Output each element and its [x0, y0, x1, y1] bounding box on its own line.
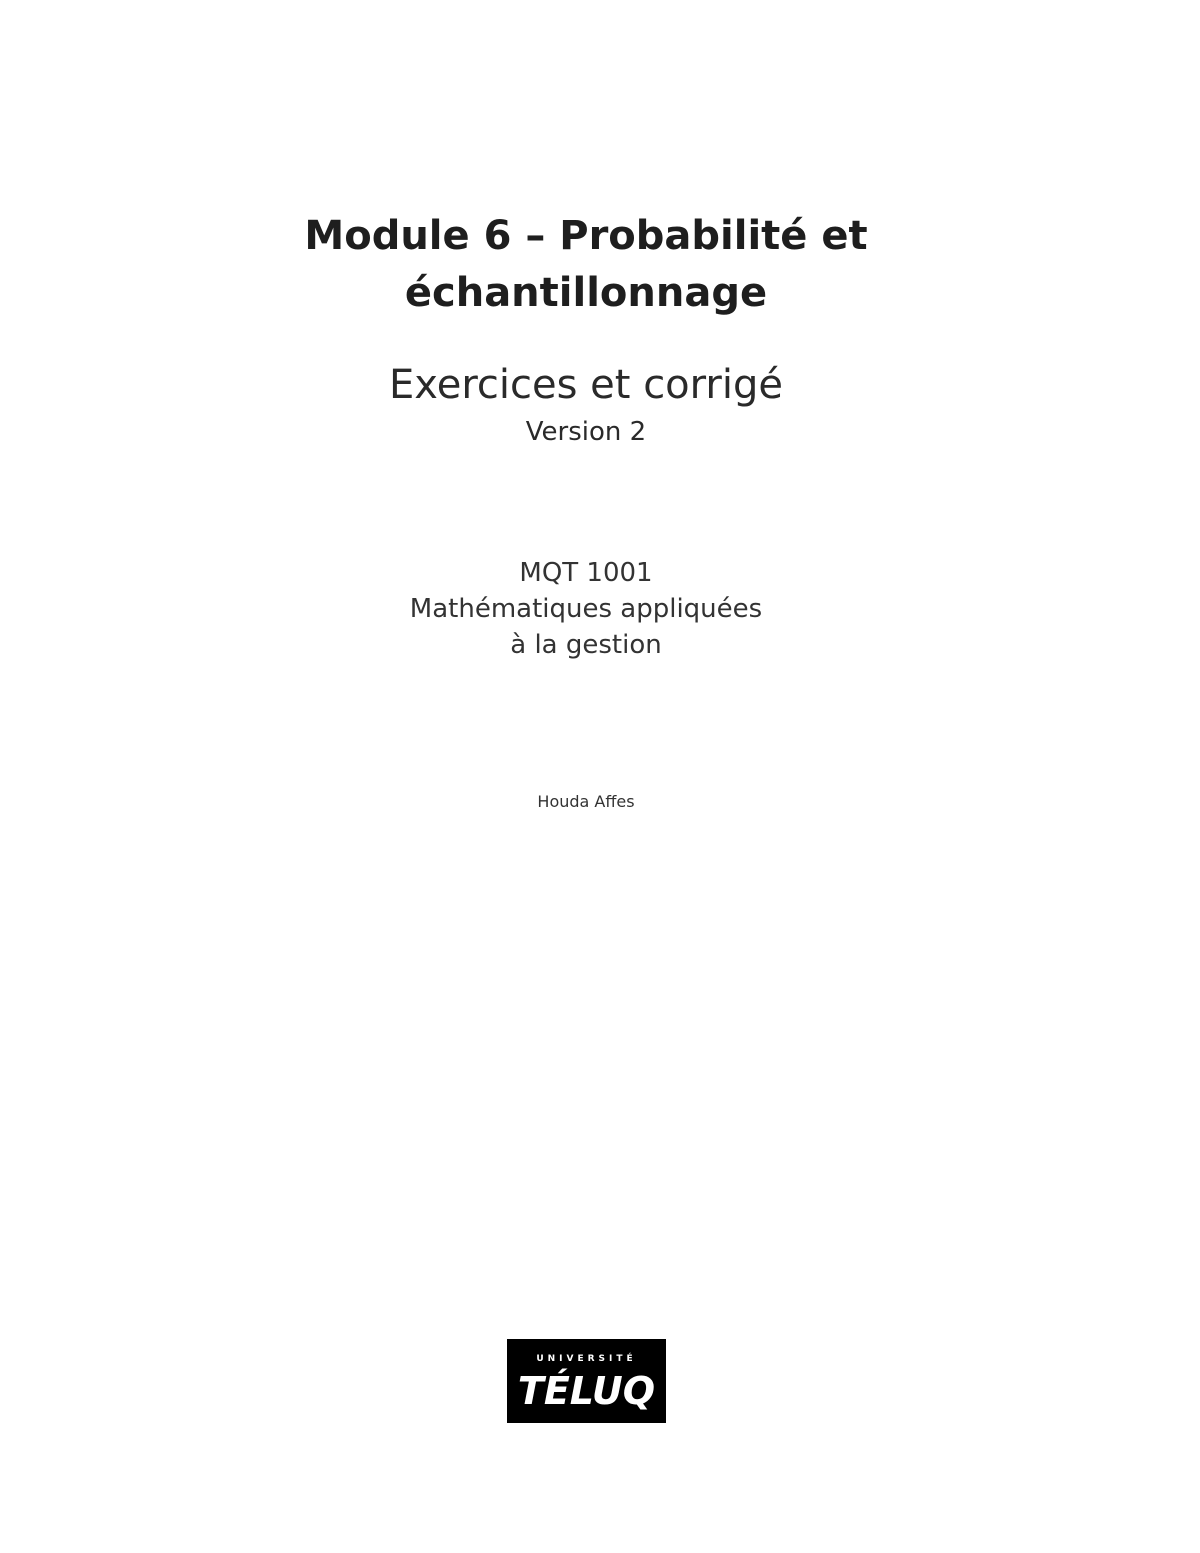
title-line-2: échantillonnage: [404, 270, 768, 316]
document-subtitle: Exercices et corrigé: [389, 362, 783, 408]
document-version: Version 2: [525, 417, 647, 447]
title-line-1: Module 6 – Probabilité et: [304, 213, 868, 259]
course-info: [186, 555, 986, 663]
teluq-logo: [507, 1339, 666, 1423]
logo-teluq-text: TÉLUQ: [517, 1369, 656, 1413]
course-name-line-2: à la gestion: [510, 630, 662, 660]
author-name: Houda Affes: [537, 792, 635, 811]
course-name-line-1: Mathématiques appliquées: [409, 594, 763, 624]
course-code: MQT 1001: [519, 558, 653, 588]
logo-university-text: UNIVERSITÉ: [536, 1354, 637, 1364]
document-title: [186, 208, 986, 322]
